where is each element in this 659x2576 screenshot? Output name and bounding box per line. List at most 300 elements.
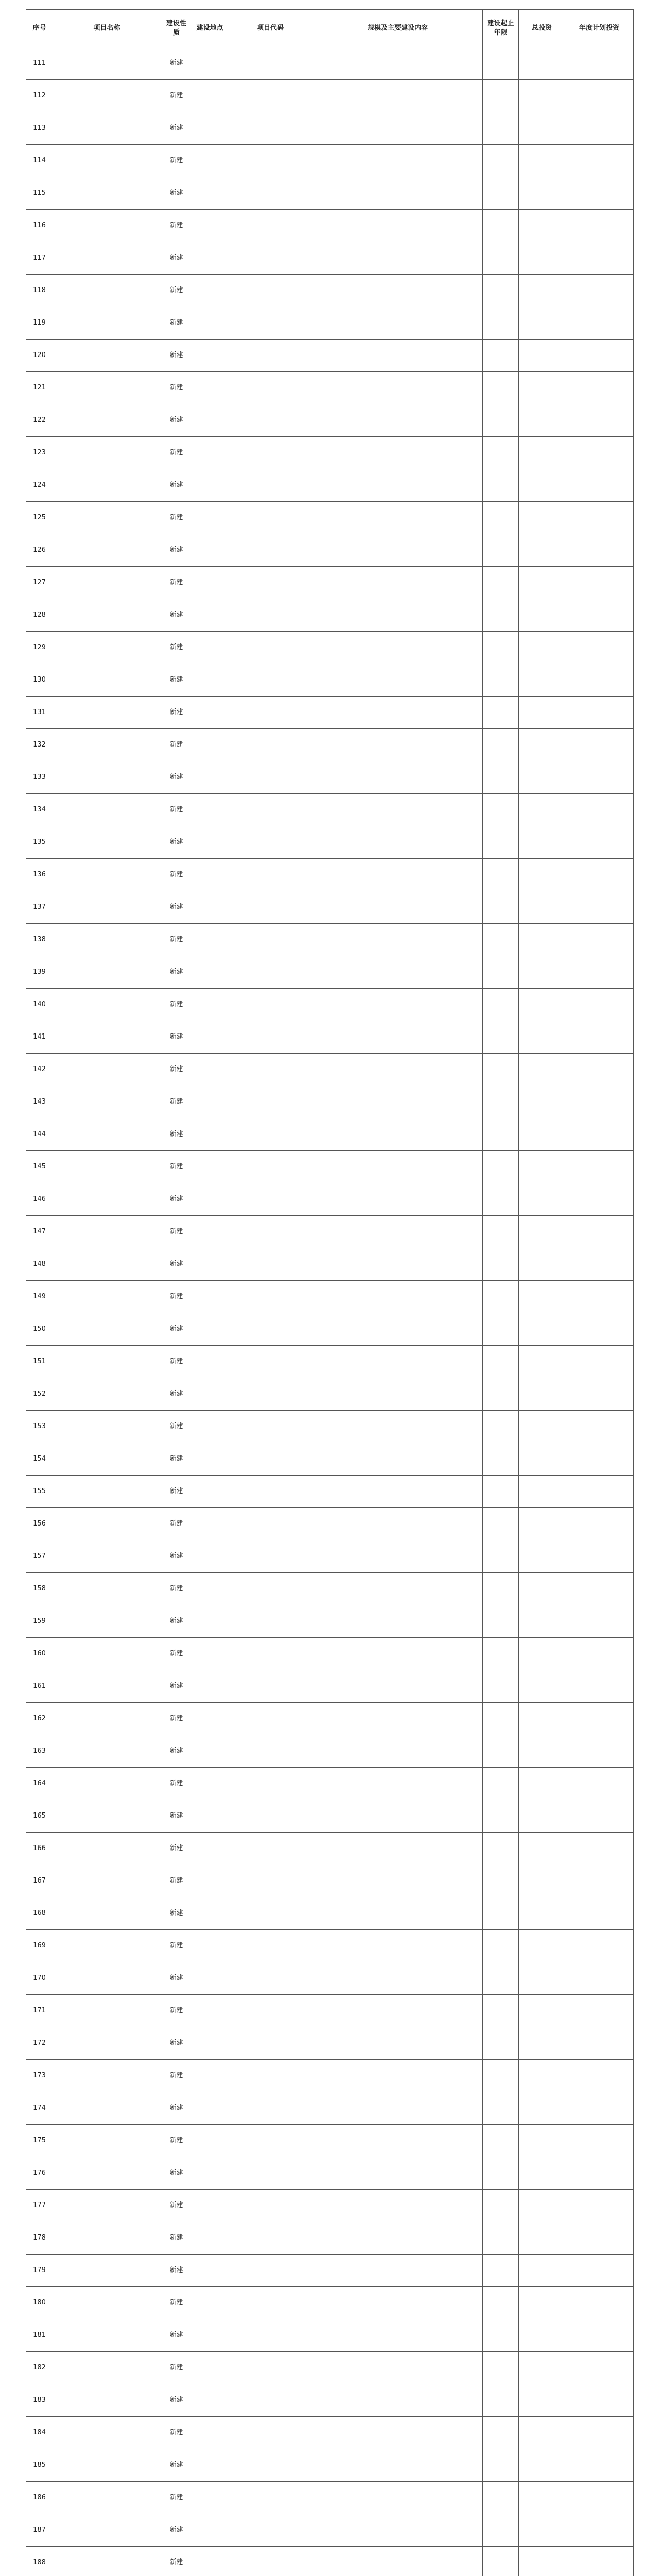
table-row xyxy=(26,469,634,502)
row-name xyxy=(53,924,161,956)
row-code xyxy=(228,891,313,924)
row-years xyxy=(483,2384,519,2417)
row-years xyxy=(483,1378,519,1411)
row-location xyxy=(192,567,228,599)
row-code xyxy=(228,80,313,112)
row-code xyxy=(228,2190,313,2222)
row-years xyxy=(483,1703,519,1735)
row-nature: 新建 xyxy=(161,210,192,242)
row-code xyxy=(228,2027,313,2060)
row-code xyxy=(228,177,313,210)
row-location xyxy=(192,729,228,761)
row-plan xyxy=(565,2482,634,2514)
row-plan xyxy=(565,1281,634,1313)
row-plan xyxy=(565,729,634,761)
row-plan xyxy=(565,1378,634,1411)
row-no: 119 xyxy=(26,307,53,340)
row-years xyxy=(483,534,519,567)
row-total xyxy=(519,1183,565,1216)
table-row xyxy=(26,1378,634,1411)
row-code xyxy=(228,1086,313,1118)
row-total xyxy=(519,632,565,664)
row-location xyxy=(192,437,228,469)
row-name xyxy=(53,1897,161,1930)
table-row xyxy=(26,1411,634,1443)
table-row xyxy=(26,2125,634,2157)
row-name xyxy=(53,2482,161,2514)
table-row xyxy=(26,145,634,177)
row-code xyxy=(228,1508,313,1540)
row-no: 151 xyxy=(26,1346,53,1378)
row-content xyxy=(313,372,483,404)
row-nature: 新建 xyxy=(161,697,192,729)
row-plan xyxy=(565,794,634,826)
row-code xyxy=(228,47,313,80)
row-nature: 新建 xyxy=(161,340,192,372)
row-total xyxy=(519,1865,565,1897)
row-nature: 新建 xyxy=(161,1573,192,1605)
row-content xyxy=(313,1670,483,1703)
row-no: 111 xyxy=(26,47,53,80)
row-content xyxy=(313,1151,483,1183)
row-nature: 新建 xyxy=(161,275,192,307)
row-code xyxy=(228,1021,313,1054)
table-row xyxy=(26,2547,634,2576)
table-row xyxy=(26,2384,634,2417)
row-code xyxy=(228,1638,313,1670)
row-nature: 新建 xyxy=(161,437,192,469)
table-row xyxy=(26,1930,634,1962)
row-total xyxy=(519,307,565,340)
row-location xyxy=(192,2482,228,2514)
row-years xyxy=(483,1962,519,1995)
row-content xyxy=(313,1086,483,1118)
row-no: 120 xyxy=(26,340,53,372)
row-no: 115 xyxy=(26,177,53,210)
row-code xyxy=(228,469,313,502)
row-no: 130 xyxy=(26,664,53,697)
row-content xyxy=(313,2157,483,2190)
row-location xyxy=(192,891,228,924)
row-nature: 新建 xyxy=(161,1216,192,1248)
row-location xyxy=(192,2417,228,2449)
row-code xyxy=(228,372,313,404)
row-code xyxy=(228,729,313,761)
row-total xyxy=(519,891,565,924)
row-no: 167 xyxy=(26,1865,53,1897)
row-total xyxy=(519,177,565,210)
row-location xyxy=(192,1443,228,1476)
row-nature: 新建 xyxy=(161,1735,192,1768)
row-years xyxy=(483,1995,519,2027)
row-no: 127 xyxy=(26,567,53,599)
row-plan xyxy=(565,2027,634,2060)
row-nature: 新建 xyxy=(161,2352,192,2384)
row-years xyxy=(483,697,519,729)
row-content xyxy=(313,826,483,859)
row-nature: 新建 xyxy=(161,112,192,145)
row-code xyxy=(228,1865,313,1897)
row-plan xyxy=(565,210,634,242)
table-row xyxy=(26,2417,634,2449)
row-code xyxy=(228,2352,313,2384)
row-plan xyxy=(565,275,634,307)
row-location xyxy=(192,1540,228,1573)
row-total xyxy=(519,340,565,372)
row-content xyxy=(313,1995,483,2027)
row-nature: 新建 xyxy=(161,729,192,761)
row-code xyxy=(228,567,313,599)
table-row xyxy=(26,859,634,891)
row-content xyxy=(313,989,483,1021)
row-total xyxy=(519,1216,565,1248)
table-row xyxy=(26,599,634,632)
row-location xyxy=(192,2157,228,2190)
row-nature: 新建 xyxy=(161,1962,192,1995)
row-name xyxy=(53,2255,161,2287)
row-nature: 新建 xyxy=(161,1605,192,1638)
row-name xyxy=(53,1054,161,1086)
row-years xyxy=(483,1054,519,1086)
row-plan xyxy=(565,1118,634,1151)
row-years xyxy=(483,210,519,242)
row-nature: 新建 xyxy=(161,2417,192,2449)
row-no: 182 xyxy=(26,2352,53,2384)
table-row xyxy=(26,275,634,307)
row-location xyxy=(192,1411,228,1443)
row-plan xyxy=(565,2352,634,2384)
table-row xyxy=(26,664,634,697)
row-location xyxy=(192,2287,228,2319)
row-location xyxy=(192,1638,228,1670)
table-row xyxy=(26,1962,634,1995)
row-years xyxy=(483,1897,519,1930)
row-name xyxy=(53,664,161,697)
table-row xyxy=(26,1540,634,1573)
header-total: 总投资 xyxy=(519,10,565,47)
row-name xyxy=(53,307,161,340)
row-no: 142 xyxy=(26,1054,53,1086)
row-no: 126 xyxy=(26,534,53,567)
row-years xyxy=(483,1216,519,1248)
row-plan xyxy=(565,307,634,340)
table-row xyxy=(26,794,634,826)
row-name xyxy=(53,1346,161,1378)
table-row xyxy=(26,1573,634,1605)
row-plan xyxy=(565,534,634,567)
row-plan xyxy=(565,2222,634,2255)
row-no: 145 xyxy=(26,1151,53,1183)
row-plan xyxy=(565,2417,634,2449)
row-name xyxy=(53,826,161,859)
row-nature: 新建 xyxy=(161,2449,192,2482)
row-content xyxy=(313,242,483,275)
row-content xyxy=(313,1833,483,1865)
row-total xyxy=(519,1313,565,1346)
row-name xyxy=(53,1768,161,1800)
row-content xyxy=(313,210,483,242)
row-nature: 新建 xyxy=(161,956,192,989)
row-nature: 新建 xyxy=(161,1054,192,1086)
row-name xyxy=(53,1540,161,1573)
table-row xyxy=(26,697,634,729)
row-code xyxy=(228,145,313,177)
row-no: 185 xyxy=(26,2449,53,2482)
row-content xyxy=(313,632,483,664)
row-nature: 新建 xyxy=(161,242,192,275)
row-content xyxy=(313,1216,483,1248)
row-nature: 新建 xyxy=(161,2157,192,2190)
table-row xyxy=(26,534,634,567)
table-row xyxy=(26,891,634,924)
row-no: 147 xyxy=(26,1216,53,1248)
row-name xyxy=(53,729,161,761)
row-name xyxy=(53,2449,161,2482)
row-years xyxy=(483,1411,519,1443)
row-location xyxy=(192,1508,228,1540)
row-plan xyxy=(565,924,634,956)
row-content xyxy=(313,1248,483,1281)
row-location xyxy=(192,1118,228,1151)
row-total xyxy=(519,1800,565,1833)
row-total xyxy=(519,1605,565,1638)
row-content xyxy=(313,1054,483,1086)
row-name xyxy=(53,2060,161,2092)
row-content xyxy=(313,80,483,112)
row-nature: 新建 xyxy=(161,307,192,340)
row-name xyxy=(53,502,161,534)
row-years xyxy=(483,1443,519,1476)
row-content xyxy=(313,729,483,761)
row-plan xyxy=(565,2287,634,2319)
row-content xyxy=(313,2319,483,2352)
row-total xyxy=(519,210,565,242)
row-code xyxy=(228,2482,313,2514)
row-plan xyxy=(565,1638,634,1670)
row-years xyxy=(483,2060,519,2092)
row-name xyxy=(53,2027,161,2060)
row-content xyxy=(313,599,483,632)
table-row xyxy=(26,1865,634,1897)
row-years xyxy=(483,989,519,1021)
row-name xyxy=(53,1248,161,1281)
row-plan xyxy=(565,2547,634,2576)
row-code xyxy=(228,340,313,372)
row-plan xyxy=(565,567,634,599)
row-location xyxy=(192,1248,228,1281)
row-no: 187 xyxy=(26,2514,53,2547)
row-name xyxy=(53,340,161,372)
row-code xyxy=(228,2222,313,2255)
table-row xyxy=(26,47,634,80)
row-no: 170 xyxy=(26,1962,53,1995)
row-content xyxy=(313,664,483,697)
row-content xyxy=(313,145,483,177)
row-plan xyxy=(565,1703,634,1735)
row-code xyxy=(228,1346,313,1378)
row-name xyxy=(53,2287,161,2319)
row-years xyxy=(483,2449,519,2482)
row-no: 164 xyxy=(26,1768,53,1800)
row-no: 150 xyxy=(26,1313,53,1346)
row-plan xyxy=(565,891,634,924)
row-code xyxy=(228,956,313,989)
row-no: 112 xyxy=(26,80,53,112)
row-location xyxy=(192,794,228,826)
row-nature: 新建 xyxy=(161,632,192,664)
row-location xyxy=(192,145,228,177)
row-total xyxy=(519,826,565,859)
row-total xyxy=(519,2547,565,2576)
table-row xyxy=(26,1833,634,1865)
row-name xyxy=(53,145,161,177)
row-location xyxy=(192,502,228,534)
row-total xyxy=(519,1962,565,1995)
row-content xyxy=(313,1508,483,1540)
row-location xyxy=(192,826,228,859)
table-row xyxy=(26,112,634,145)
row-location xyxy=(192,1605,228,1638)
row-nature: 新建 xyxy=(161,1833,192,1865)
row-plan xyxy=(565,242,634,275)
table-row xyxy=(26,826,634,859)
table-row xyxy=(26,2222,634,2255)
row-code xyxy=(228,534,313,567)
row-years xyxy=(483,1118,519,1151)
row-years xyxy=(483,2417,519,2449)
row-location xyxy=(192,1378,228,1411)
row-no: 134 xyxy=(26,794,53,826)
row-code xyxy=(228,599,313,632)
row-content xyxy=(313,2255,483,2287)
row-total xyxy=(519,1346,565,1378)
row-content xyxy=(313,1703,483,1735)
row-years xyxy=(483,1833,519,1865)
row-name xyxy=(53,1638,161,1670)
table-header-row xyxy=(26,10,634,47)
row-location xyxy=(192,664,228,697)
table-row xyxy=(26,2157,634,2190)
row-years xyxy=(483,2157,519,2190)
row-plan xyxy=(565,437,634,469)
row-code xyxy=(228,404,313,437)
row-nature: 新建 xyxy=(161,502,192,534)
table-row xyxy=(26,761,634,794)
row-no: 152 xyxy=(26,1378,53,1411)
row-years xyxy=(483,340,519,372)
row-total xyxy=(519,1833,565,1865)
row-name xyxy=(53,2514,161,2547)
row-code xyxy=(228,1313,313,1346)
row-location xyxy=(192,1995,228,2027)
table-row xyxy=(26,80,634,112)
row-content xyxy=(313,1183,483,1216)
table-row xyxy=(26,1443,634,1476)
row-code xyxy=(228,437,313,469)
row-total xyxy=(519,1086,565,1118)
header-nature: 建设性质 xyxy=(161,10,192,47)
row-nature: 新建 xyxy=(161,1346,192,1378)
row-nature: 新建 xyxy=(161,469,192,502)
row-total xyxy=(519,729,565,761)
row-name xyxy=(53,2222,161,2255)
row-plan xyxy=(565,1800,634,1833)
header-no: 序号 xyxy=(26,10,53,47)
row-name xyxy=(53,761,161,794)
row-location xyxy=(192,2319,228,2352)
row-total xyxy=(519,664,565,697)
row-content xyxy=(313,2222,483,2255)
table-row xyxy=(26,2027,634,2060)
row-name xyxy=(53,534,161,567)
row-plan xyxy=(565,1865,634,1897)
row-name xyxy=(53,2092,161,2125)
row-code xyxy=(228,2384,313,2417)
row-no: 171 xyxy=(26,1995,53,2027)
header-content: 规模及主要建设内容 xyxy=(313,10,483,47)
row-location xyxy=(192,1183,228,1216)
row-content xyxy=(313,567,483,599)
row-no: 157 xyxy=(26,1540,53,1573)
row-location xyxy=(192,1151,228,1183)
table-row xyxy=(26,729,634,761)
row-nature: 新建 xyxy=(161,1476,192,1508)
row-plan xyxy=(565,1411,634,1443)
row-years xyxy=(483,761,519,794)
row-years xyxy=(483,502,519,534)
row-code xyxy=(228,1995,313,2027)
row-total xyxy=(519,2157,565,2190)
row-location xyxy=(192,1216,228,1248)
row-no: 121 xyxy=(26,372,53,404)
row-name xyxy=(53,2157,161,2190)
row-location xyxy=(192,599,228,632)
table-row xyxy=(26,924,634,956)
row-name xyxy=(53,989,161,1021)
row-no: 144 xyxy=(26,1118,53,1151)
row-plan xyxy=(565,1897,634,1930)
row-content xyxy=(313,469,483,502)
table-row xyxy=(26,956,634,989)
row-years xyxy=(483,1573,519,1605)
row-content xyxy=(313,1378,483,1411)
row-years xyxy=(483,1086,519,1118)
row-no: 131 xyxy=(26,697,53,729)
row-name xyxy=(53,2547,161,2576)
row-total xyxy=(519,761,565,794)
row-name xyxy=(53,47,161,80)
row-code xyxy=(228,1118,313,1151)
row-years xyxy=(483,2514,519,2547)
row-content xyxy=(313,340,483,372)
row-plan xyxy=(565,1443,634,1476)
row-total xyxy=(519,534,565,567)
table-row xyxy=(26,2449,634,2482)
row-name xyxy=(53,1930,161,1962)
row-years xyxy=(483,664,519,697)
row-content xyxy=(313,1443,483,1476)
row-no: 125 xyxy=(26,502,53,534)
row-plan xyxy=(565,1833,634,1865)
row-location xyxy=(192,177,228,210)
row-no: 176 xyxy=(26,2157,53,2190)
row-no: 184 xyxy=(26,2417,53,2449)
row-total xyxy=(519,794,565,826)
row-total xyxy=(519,956,565,989)
row-total xyxy=(519,1443,565,1476)
row-content xyxy=(313,859,483,891)
row-name xyxy=(53,1865,161,1897)
